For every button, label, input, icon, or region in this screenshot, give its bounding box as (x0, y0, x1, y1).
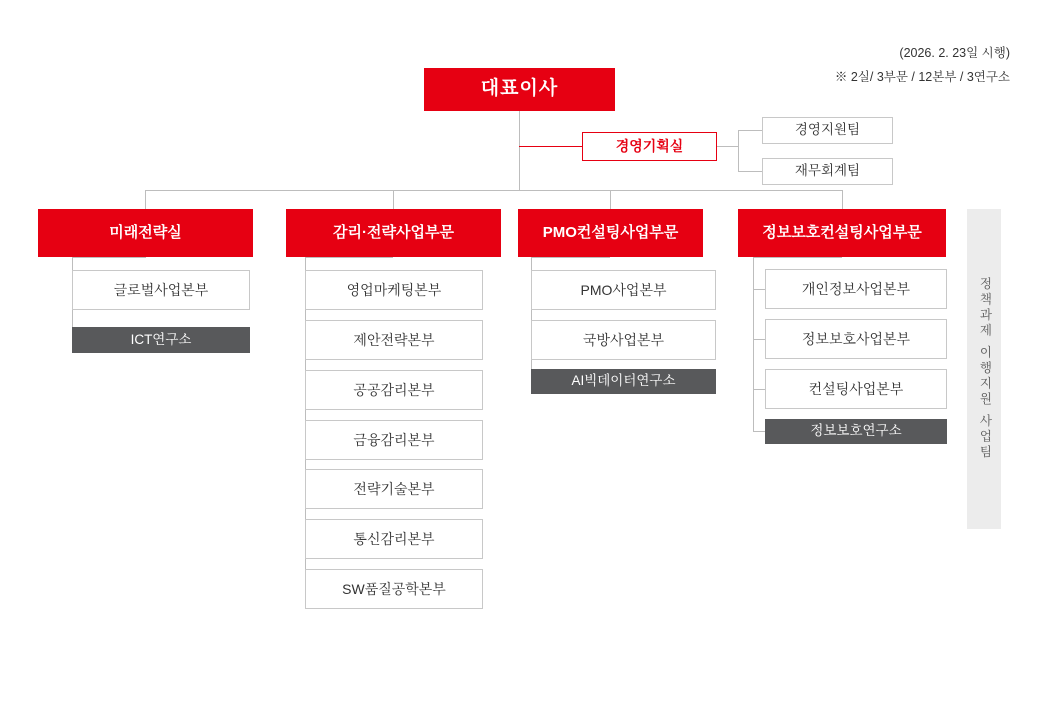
node-ceo[interactable]: 대표이사 (424, 68, 615, 111)
connector-planning-teams-bus (738, 130, 739, 172)
connector-ceo-planning (519, 146, 582, 147)
node-division-4-child-3[interactable]: 컨설팅사업본부 (765, 369, 947, 409)
effective-date-note: (2026. 2. 23일 시행) (899, 46, 1010, 60)
node-division-2-child-3[interactable]: 공공감리본부 (305, 370, 483, 410)
connector-group3-hook (531, 257, 610, 258)
node-division-1-child-1[interactable]: 글로벌사업본부 (72, 270, 250, 310)
connector-group1-hook (72, 257, 145, 258)
node-division-4-child-4[interactable]: 정보보호연구소 (765, 419, 947, 444)
node-division-2[interactable]: 감리·전략사업부문 (286, 209, 501, 257)
node-division-3-child-3[interactable]: AI빅데이터연구소 (531, 369, 716, 394)
connector-branch-4-2 (753, 339, 765, 340)
node-planning-team-1[interactable]: 경영지원팀 (762, 117, 893, 144)
node-division-2-child-5[interactable]: 전략기술본부 (305, 469, 483, 509)
connector-branch-4-1 (753, 289, 765, 290)
node-division-1[interactable]: 미래전략실 (38, 209, 253, 257)
node-planning-office[interactable]: 경영기획실 (582, 132, 717, 161)
node-division-2-child-1[interactable]: 영업마케팅본부 (305, 270, 483, 310)
node-division-2-child-4[interactable]: 금융감리본부 (305, 420, 483, 460)
node-division-2-child-7[interactable]: SW품질공학본부 (305, 569, 483, 609)
connector-team-1 (738, 130, 762, 131)
connector-group4-hook (753, 257, 842, 258)
connector-ceo-vertical (519, 110, 520, 190)
node-side-unit[interactable]: 정책과제 이행지원 사업팀 (967, 209, 1001, 529)
connector-division-drop-3 (610, 190, 611, 209)
node-planning-team-2[interactable]: 재무회계팀 (762, 158, 893, 185)
connector-spine-4 (753, 257, 754, 431)
structure-summary-note: ※ 2실/ 3부문 / 12본부 / 3연구소 (834, 70, 1010, 84)
connector-group1-top (145, 257, 146, 258)
node-division-2-child-2[interactable]: 제안전략본부 (305, 320, 483, 360)
node-division-3-child-2[interactable]: 국방사업본부 (531, 320, 716, 360)
connector-division-drop-4 (842, 190, 843, 209)
connector-division-drop-2 (393, 190, 394, 209)
node-division-4-child-2[interactable]: 정보보호사업본부 (765, 319, 947, 359)
node-division-4-child-1[interactable]: 개인정보사업본부 (765, 269, 947, 309)
connector-planning-right (717, 146, 739, 147)
node-division-2-child-6[interactable]: 통신감리본부 (305, 519, 483, 559)
connector-division-drop-1 (145, 190, 146, 209)
connector-branch-4-3 (753, 389, 765, 390)
connector-group2-hook (305, 257, 393, 258)
node-division-3[interactable]: PMO컨설팅사업부문 (518, 209, 703, 257)
node-division-3-child-1[interactable]: PMO사업본부 (531, 270, 716, 310)
connector-main-bus (145, 190, 843, 191)
node-division-1-child-2[interactable]: ICT연구소 (72, 327, 250, 353)
connector-team-2 (738, 171, 762, 172)
node-division-4[interactable]: 정보보호컨설팅사업부문 (738, 209, 946, 257)
connector-branch-4-4 (753, 431, 765, 432)
